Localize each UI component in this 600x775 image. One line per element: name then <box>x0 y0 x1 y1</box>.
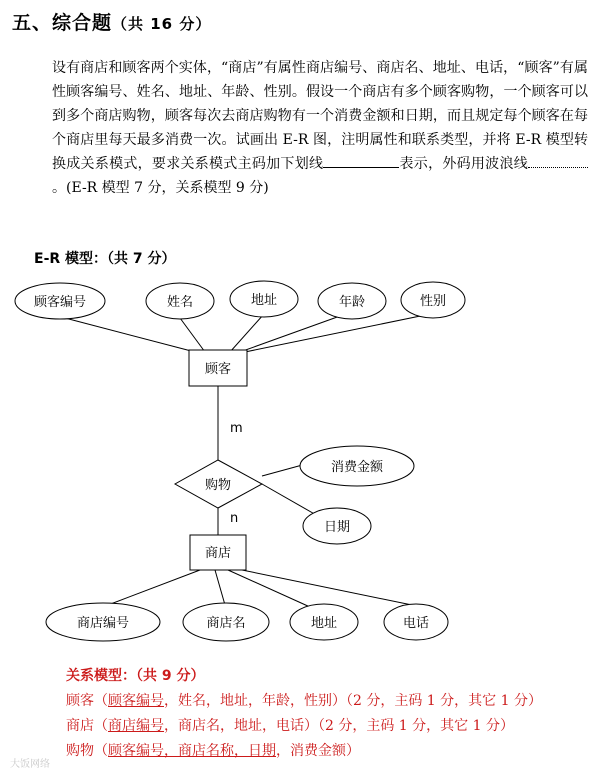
section-title: 五、综合题 <box>12 12 113 34</box>
entity-customer-label: 顾客 <box>204 362 232 377</box>
relational-model <box>66 664 542 764</box>
section-heading <box>12 8 211 35</box>
primary-key: 顾客编号 <box>108 693 164 709</box>
attr-customer-name-label: 姓名 <box>166 295 194 310</box>
attr-customer-id-label: 顾客编号 <box>33 295 87 310</box>
entity-store-label: 商店 <box>204 546 232 561</box>
er-model-title: E-R 模型：（共 7 分） <box>34 251 176 267</box>
question-text: 设有商店和顾客两个实体，“商店”有属性商店编号、商店名、地址、电话，“顾客”有属性顾客编号、姓名、地址、年龄、性别。假设一个商店有多个顾客购物，一个顾客可以到多个商店购物，顾客每次去商店购物有一个消费金额和日期，而且规定每个顾客在每个商店里每天最多消费一次。试画出 E-R 图，注明属性和联系类型，并将 E-R 模型转换成关系模式，要求关系模式主码加下划线 表示，外码用波浪线。(E-R 模型 7 分，关系模型 9 分) <box>52 60 588 196</box>
er-diagram <box>0 270 600 655</box>
relation-row-customer: 顾客（顾客编号，姓名，地址，年龄，性别）（2 分，主码 1 分，其它 1 分） <box>66 693 542 709</box>
attr-amount-label: 消费金额 <box>330 460 384 475</box>
relational-model-title: 关系模型：（共 9 分） <box>66 668 205 684</box>
relationship-purchase-label: 购物 <box>204 478 232 493</box>
watermark: 大饭网络 <box>10 759 50 770</box>
attr-customer-gender-label: 性别 <box>419 294 447 309</box>
cardinality-m: m <box>230 421 243 436</box>
section-points: （共 16 分） <box>112 15 212 33</box>
attr-store-id-label: 商店编号 <box>76 616 130 631</box>
attr-store-name-label: 商店名 <box>206 616 246 631</box>
attr-store-phone-label: 电话 <box>402 616 430 631</box>
primary-key: 顾客编号，商店名称，日期 <box>108 743 276 759</box>
relation-row-store: 商店（商店编号，商店名，地址，电话）（2 分，主码 1 分，其它 1 分） <box>66 718 514 734</box>
underline-sample <box>323 153 399 168</box>
wavy-line-sample <box>528 153 588 168</box>
attr-store-address-label: 地址 <box>310 616 338 631</box>
relation-row-purchase: 购物（顾客编号，商店名称，日期，消费金额） <box>66 743 360 759</box>
attr-customer-age-label: 年龄 <box>338 295 366 310</box>
attr-date-label: 日期 <box>323 520 351 535</box>
primary-key: 商店编号 <box>108 718 164 734</box>
attr-customer-address-label: 地址 <box>250 293 278 308</box>
cardinality-n: n <box>230 511 239 526</box>
